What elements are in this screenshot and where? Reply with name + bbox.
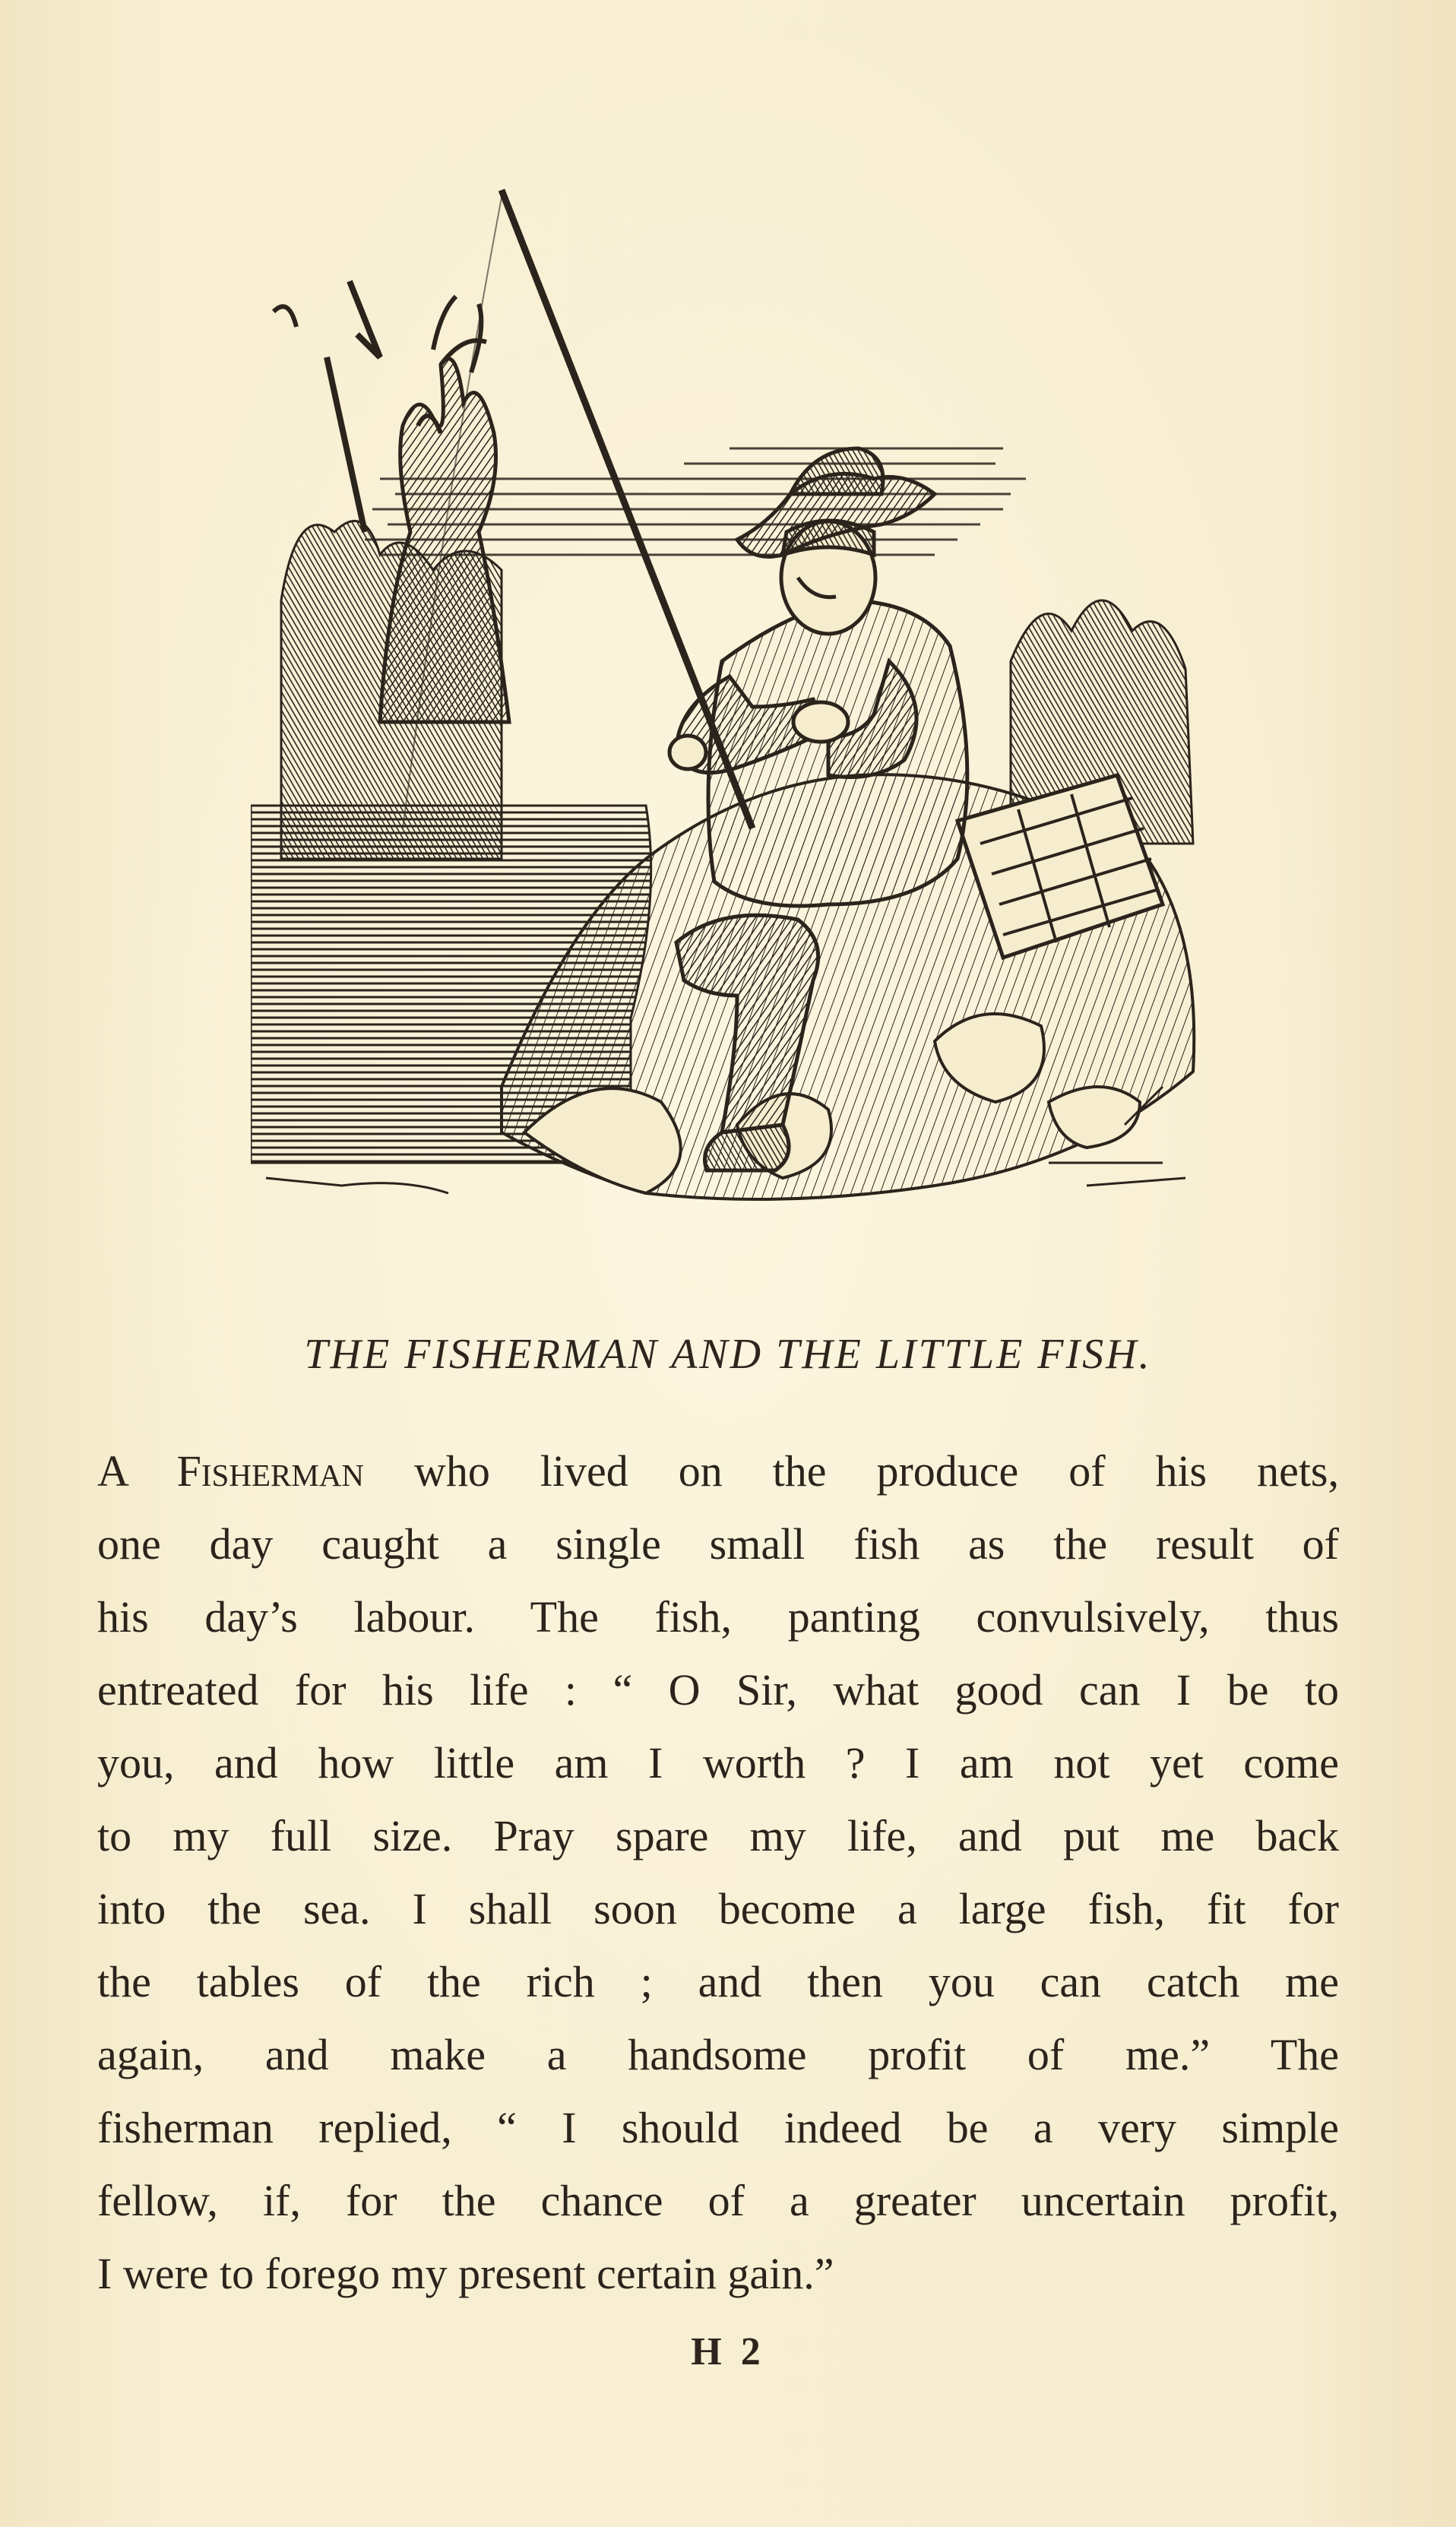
- body-line-11: fellow, if, for the chance of a greater uncertain profit,: [97, 2176, 1339, 2225]
- body-line-6: to my full size. Pray spare my life, and put me back: [97, 1811, 1339, 1860]
- body-line-3: his day’s labour. The fish, panting convulsively, thus: [97, 1592, 1339, 1642]
- signature-mark: H 2: [691, 2330, 765, 2373]
- fisherman-engraving-icon: [251, 175, 1216, 1254]
- fisherman-illustration: [251, 175, 1216, 1254]
- story-body: [97, 1435, 1339, 2310]
- body-line-9: again, and make a handsome profit of me.” The: [97, 2030, 1339, 2079]
- body-line-2: one day caught a single small fish as the result of: [97, 1519, 1339, 1569]
- lead-word: A Fisherman: [97, 1446, 365, 1496]
- body-line-1-text: who lived on the produce of his nets,: [413, 1446, 1339, 1496]
- body-line-12: I were to forego my present certain gain.”: [97, 2249, 834, 2298]
- body-line-4: entreated for his life : “ O Sir, what good can I be to: [97, 1665, 1339, 1715]
- story-title: THE FISHERMAN AND THE LITTLE FISH.: [304, 1331, 1152, 1378]
- body-line-1: [97, 1435, 1339, 1508]
- body-line-10: fisherman replied, “ I should indeed be a very simple: [97, 2103, 1339, 2152]
- body-line-8: the tables of the rich ; and then you can catch me: [97, 1957, 1339, 2006]
- body-line-7: into the sea. I shall soon become a large fish, fit for: [97, 1884, 1339, 1933]
- body-line-5: you, and how little am I worth ? I am not yet come: [97, 1738, 1339, 1788]
